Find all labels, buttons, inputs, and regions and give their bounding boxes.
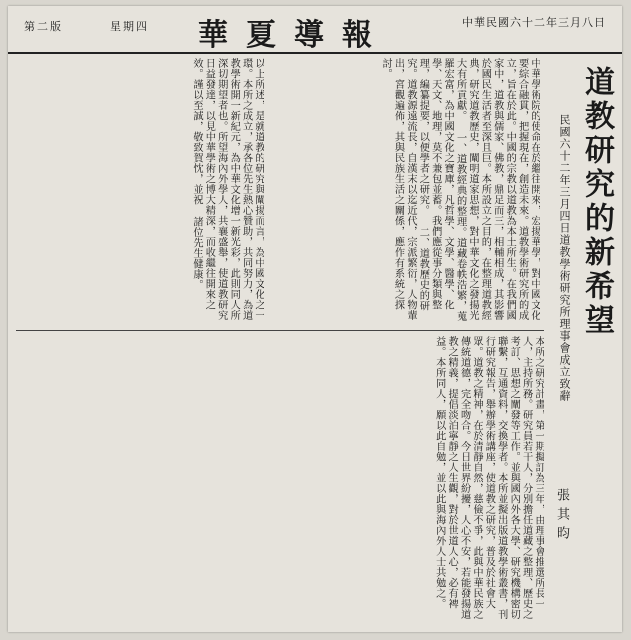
article-byline: 民國六十二年三月四日道教學術研究所理事會成立致辭 — [558, 114, 571, 402]
article-column-lower: 本所之研究計畫，第一期擬訂為三年，由理事會推選所長一人，主持所務。研究員若干人，分別擔任道藏之整理、歷史之考訂、思想之闡發等工作。並與國內外各大學、研究機構密切聯繫，互通資料，交換學者。本所並擬出版道教學術叢書，刊行研究報告，舉辦學術講座，使道教之研究，普及於社會大眾。道教之精神，在於清靜自然，慈儉不爭，此與中華民族之傳統道德，完全吻合。今日世界紛擾，人心不安，若能發揚道教之精義，提倡淡泊寧靜之人生觀，對於世道人心，必有裨益。本所同人，願以此自勉，並以此與海內外人士共勉之。 — [433, 336, 544, 620]
newspaper-title: 華夏導報 — [198, 18, 390, 53]
masthead — [8, 6, 622, 54]
article-headline: 道教研究的新希望 — [579, 66, 614, 338]
issue-date: 中華民國六十二年三月八日 — [462, 16, 606, 29]
section-divider — [16, 330, 544, 331]
article-column-upper-right: 中華學術院的使命在於繼往開來，宏揚華學，對中國文化要綜合融貫，把握現在，創造未來。道教學術研究所的成立，旨在於此。中國的宗教以道教為本土所生。在我們國家中，道教與儒家、佛教，鼎足而三，相輔相成，其影響於國民生活者至深且巨。本所設立之目的，在整理道教經典，研究道教歷史，闡明道家思想，對中華文化之發揚光大有所貢獻。 一、道教經典的整理。道藏卷帙浩繁，蒐羅宏富，為中國文化之寶庫，凡哲學、文學、醫學、化學、天文、地理，莫不兼包並蓄。我們應從事分類與整理，編纂提要，以便學者之研究。 二、道教歷史的研究。道教源遠流長，自漢末以迄近代，宗派繁衍，人物輩出，宮觀遍佈，其與民族生活之關係，應作有系統之探討。 — [380, 58, 540, 322]
article-author: 張其昀 — [554, 488, 569, 545]
weekday: 星期四 — [110, 20, 149, 33]
article-column-upper-left: 以上所述，是就道教的研究與闡揚而言，為中國文化之一環。本所之成立，承各位先生熱心贊助，共同努力，為道教學術開一新紀元，為中華文化增一新光彩，此則同人所深切期望者也。所望海內外學人，共襄盛舉，使道教研究日益發達，以見中華學術之博大精深，而收繼往開來之效。謹以至誠，敬致賀忱，並祝 諸位先生健康。 — [190, 58, 264, 321]
newspaper-clipping — [8, 6, 622, 632]
page-number: 第二版 — [24, 20, 63, 33]
